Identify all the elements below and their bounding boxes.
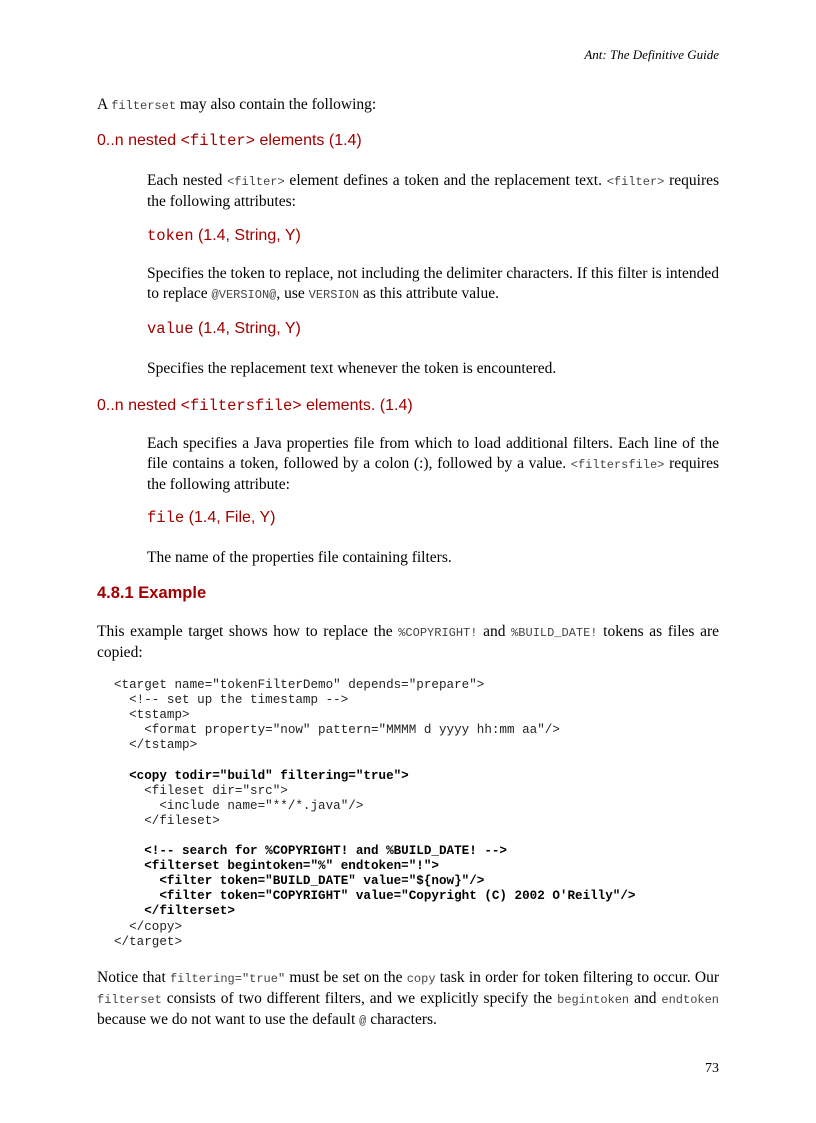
code: @: [359, 1014, 367, 1028]
code: VERSION: [308, 288, 360, 302]
text: requires the following attribute:: [147, 455, 719, 493]
file-attribute-heading: [147, 509, 276, 527]
intro-text: A: [97, 96, 112, 113]
text: This example target shows how to replace the: [97, 623, 399, 640]
intro-text-end: may also contain the following:: [176, 96, 377, 113]
text: and: [477, 623, 512, 640]
section-heading: 4.8.1 Example: [97, 584, 207, 602]
code-line: </tstamp>: [114, 738, 198, 753]
code: %BUILD_DATE!: [511, 626, 598, 640]
text: must be set on the: [285, 969, 407, 986]
value-description: Specifies the replacement text whenever the token is encountered.: [147, 360, 557, 377]
text: task in order for token filtering to occur. Our: [435, 969, 719, 986]
text: characters.: [366, 1011, 437, 1028]
value-attribute-heading: [147, 320, 301, 338]
code-line: <!-- set up the timestamp -->: [114, 693, 349, 708]
code: <filter>: [606, 175, 665, 189]
code-line: </target>: [114, 934, 183, 949]
text: elements. (1.4): [301, 397, 413, 414]
token-attr-name: token: [147, 227, 194, 245]
code-line: </fileset>: [114, 813, 220, 828]
page-number: 73: [705, 1061, 719, 1076]
code-line: </copy>: [114, 919, 183, 934]
running-head: Ant: The Definitive Guide: [584, 47, 719, 62]
notice-paragraph: [97, 968, 719, 1031]
intro-paragraph: [97, 95, 719, 116]
code-line-bold: </filterset>: [114, 904, 235, 919]
filtersfile-heading: [97, 397, 413, 415]
text: tokens as files are copied:: [97, 623, 719, 661]
text: Specifies the token to replace, not including the delimiter characters. If this filter is intended to replace: [147, 265, 719, 302]
text: Notice that: [97, 969, 170, 986]
value-attr-name: value: [147, 320, 194, 338]
file-description: The name of the properties file containing filters.: [147, 549, 452, 566]
token-description: [147, 264, 719, 305]
code-line: <fileset dir="src">: [114, 783, 288, 798]
code-line-bold: <filterset begintoken="%" endtoken="!">: [114, 859, 439, 874]
file-attr-spec: (1.4, File, Y): [184, 509, 276, 526]
intro-code: filterset: [111, 99, 177, 113]
code: begintoken: [557, 993, 630, 1007]
code: copy: [406, 972, 436, 986]
tag: <filtersfile>: [180, 397, 302, 415]
code-line-bold: <filter token="BUILD_DATE" value="${now}"/>: [114, 874, 485, 889]
filter-heading-post: elements (1.4): [255, 132, 362, 149]
code: endtoken: [661, 993, 719, 1007]
code-line-bold: <!-- search for %COPYRIGHT! and %BUILD_DATE! -->: [114, 844, 507, 859]
code: @VERSION@: [211, 288, 277, 302]
token-attr-spec: (1.4, String, Y): [193, 227, 301, 244]
code: filtering="true": [169, 972, 286, 986]
text: , use: [276, 285, 309, 302]
file-attr-name: file: [147, 509, 185, 527]
text: as this attribute value.: [359, 285, 499, 302]
code-line-bold: <filter token="COPYRIGHT" value="Copyright (C) 2002 O'Reilly"/>: [114, 889, 636, 904]
filter-heading-pre: 0..n nested: [97, 132, 181, 149]
text: consists of two different filters, and we explicitly specify the: [161, 990, 558, 1007]
code-line-bold: <copy todir="build" filtering="true">: [114, 768, 409, 783]
text: element defines a token and the replacement text.: [284, 172, 607, 189]
code: filterset: [97, 993, 162, 1007]
code: <filtersfile>: [570, 458, 665, 472]
filtersfile-description: [147, 434, 719, 495]
code-listing: [114, 678, 635, 950]
text: Each nested: [147, 172, 228, 189]
code: <filter>: [227, 175, 285, 189]
value-attr-spec: (1.4, String, Y): [193, 320, 301, 337]
code-line: <format property="now" pattern="MMMM d yyyy hh:mm aa"/>: [114, 723, 560, 738]
filter-description: [147, 171, 719, 212]
text: 0..n nested: [97, 397, 181, 414]
text: Each specifies a Java properties file from which to load additional filters. Each line of the file contains a token, followed by a colon (:), followed by a value.: [147, 435, 719, 472]
text: requires the following attributes:: [147, 172, 720, 210]
example-intro: [97, 622, 719, 663]
code-line: <tstamp>: [114, 708, 190, 723]
filter-heading: [97, 132, 362, 150]
filter-heading-tag: <filter>: [180, 132, 256, 150]
token-attribute-heading: [147, 227, 301, 245]
code-line: <include name="**/*.java"/>: [114, 798, 364, 813]
text: because we do not want to use the default: [97, 1011, 360, 1028]
code: %COPYRIGHT!: [398, 626, 478, 640]
code-line: <target name="tokenFilterDemo" depends="prepare">: [114, 678, 485, 692]
text: and: [629, 990, 662, 1007]
